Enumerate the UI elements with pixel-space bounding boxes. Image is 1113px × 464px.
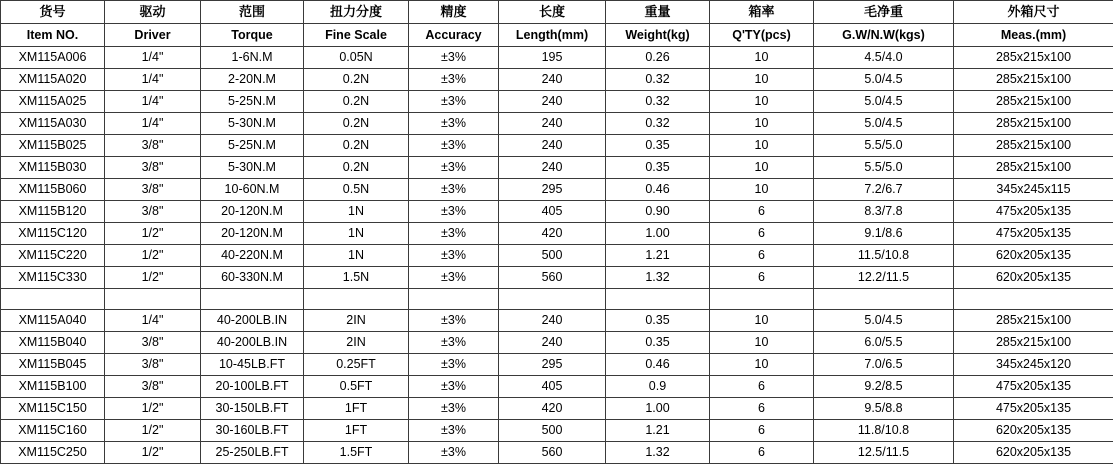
- header-cn-item-no: 货号: [1, 1, 105, 24]
- separator-cell: [409, 289, 499, 310]
- table-cell: 240: [499, 91, 606, 113]
- table-cell: 1/2": [105, 442, 201, 464]
- table-cell: 285x215x100: [954, 135, 1113, 157]
- header-cn-gross-net-weight: 毛净重: [814, 1, 954, 24]
- header-en-torque: Torque: [201, 24, 304, 47]
- table-cell: 10: [710, 310, 814, 332]
- table-cell: 1.5FT: [304, 442, 409, 464]
- table-row: [1, 157, 1113, 179]
- table-cell: 9.5/8.8: [814, 398, 954, 420]
- table-cell: 2IN: [304, 310, 409, 332]
- table-cell: 240: [499, 135, 606, 157]
- table-cell: 10: [710, 91, 814, 113]
- table-cell: ±3%: [409, 201, 499, 223]
- table-cell: 6: [710, 223, 814, 245]
- table-cell: 7.2/6.7: [814, 179, 954, 201]
- table-cell: 11.5/10.8: [814, 245, 954, 267]
- table-cell: 1/4": [105, 113, 201, 135]
- table-cell: 1N: [304, 245, 409, 267]
- table-cell: XM115A025: [1, 91, 105, 113]
- table-cell: 11.8/10.8: [814, 420, 954, 442]
- header-cn-qty: 箱率: [710, 1, 814, 24]
- table-cell: 5.5/5.0: [814, 135, 954, 157]
- table-cell: 285x215x100: [954, 91, 1113, 113]
- table-cell: 10-60N.M: [201, 179, 304, 201]
- table-cell: 5.0/4.5: [814, 69, 954, 91]
- table-cell: 3/8": [105, 135, 201, 157]
- table-cell: 12.2/11.5: [814, 267, 954, 289]
- table-cell: 20-120N.M: [201, 201, 304, 223]
- table-cell: 0.35: [606, 310, 710, 332]
- table-row: [1, 442, 1113, 464]
- table-cell: 240: [499, 113, 606, 135]
- table-cell: 1/4": [105, 310, 201, 332]
- header-en-carton-size: Meas.(mm): [954, 24, 1113, 47]
- separator-cell: [1, 289, 105, 310]
- table-cell: 1.00: [606, 223, 710, 245]
- table-cell: 0.2N: [304, 157, 409, 179]
- table-cell: 345x245x120: [954, 354, 1113, 376]
- table-cell: 5.0/4.5: [814, 91, 954, 113]
- table-cell: 40-200LB.IN: [201, 332, 304, 354]
- table-cell: 12.5/11.5: [814, 442, 954, 464]
- table-cell: 285x215x100: [954, 332, 1113, 354]
- table-cell: 6: [710, 245, 814, 267]
- table-cell: 195: [499, 47, 606, 69]
- table-cell: 405: [499, 376, 606, 398]
- table-cell: 1.21: [606, 420, 710, 442]
- table-cell: XM115B040: [1, 332, 105, 354]
- table-cell: 40-200LB.IN: [201, 310, 304, 332]
- table-row: [1, 332, 1113, 354]
- table-row: [1, 354, 1113, 376]
- table-cell: 2IN: [304, 332, 409, 354]
- table-cell: 1/4": [105, 91, 201, 113]
- table-cell: 285x215x100: [954, 69, 1113, 91]
- header-en-fine-scale: Fine Scale: [304, 24, 409, 47]
- table-cell: 240: [499, 332, 606, 354]
- table-cell: 5-30N.M: [201, 113, 304, 135]
- table-cell: 620x205x135: [954, 442, 1113, 464]
- header-en-item-no: Item NO.: [1, 24, 105, 47]
- table-cell: 0.46: [606, 179, 710, 201]
- table-cell: 0.9: [606, 376, 710, 398]
- table-cell: 3/8": [105, 376, 201, 398]
- table-cell: XM115B120: [1, 201, 105, 223]
- table-cell: XM115B060: [1, 179, 105, 201]
- table-cell: 0.35: [606, 332, 710, 354]
- table-cell: 295: [499, 354, 606, 376]
- table-row: [1, 69, 1113, 91]
- table-cell: ±3%: [409, 91, 499, 113]
- header-en-driver: Driver: [105, 24, 201, 47]
- table-cell: 420: [499, 223, 606, 245]
- table-header: [1, 1, 1113, 47]
- header-cn-driver: 驱动: [105, 1, 201, 24]
- table-cell: 10: [710, 113, 814, 135]
- table-cell: 9.2/8.5: [814, 376, 954, 398]
- table-cell: 240: [499, 157, 606, 179]
- table-cell: 3/8": [105, 157, 201, 179]
- table-cell: ±3%: [409, 223, 499, 245]
- table-row: [1, 420, 1113, 442]
- header-en-qty: Q'TY(pcs): [710, 24, 814, 47]
- table-cell: 7.0/6.5: [814, 354, 954, 376]
- table-cell: ±3%: [409, 69, 499, 91]
- table-cell: 1/4": [105, 47, 201, 69]
- table-row: [1, 310, 1113, 332]
- table-row: [1, 91, 1113, 113]
- table-cell: 3/8": [105, 179, 201, 201]
- table-cell: 5-30N.M: [201, 157, 304, 179]
- header-cn-carton-size: 外箱尺寸: [954, 1, 1113, 24]
- table-cell: 40-220N.M: [201, 245, 304, 267]
- table-cell: 30-160LB.FT: [201, 420, 304, 442]
- table-cell: 620x205x135: [954, 420, 1113, 442]
- table-cell: 3/8": [105, 201, 201, 223]
- table-body: [1, 47, 1113, 464]
- table-cell: 475x205x135: [954, 201, 1113, 223]
- table-cell: 620x205x135: [954, 267, 1113, 289]
- table-cell: 0.25FT: [304, 354, 409, 376]
- table-cell: 1/2": [105, 420, 201, 442]
- table-cell: XM115C250: [1, 442, 105, 464]
- table-cell: 1.5N: [304, 267, 409, 289]
- table-cell: 6: [710, 201, 814, 223]
- separator-cell: [814, 289, 954, 310]
- table-cell: 10: [710, 354, 814, 376]
- table-row: [1, 113, 1113, 135]
- table-cell: 285x215x100: [954, 113, 1113, 135]
- table-cell: XM115A030: [1, 113, 105, 135]
- table-cell: XM115C150: [1, 398, 105, 420]
- table-cell: ±3%: [409, 420, 499, 442]
- table-cell: 1N: [304, 201, 409, 223]
- header-cn-weight: 重量: [606, 1, 710, 24]
- table-cell: 1-6N.M: [201, 47, 304, 69]
- table-cell: 0.35: [606, 157, 710, 179]
- table-cell: 0.2N: [304, 113, 409, 135]
- table-cell: 0.2N: [304, 135, 409, 157]
- table-cell: ±3%: [409, 332, 499, 354]
- table-cell: 345x245x115: [954, 179, 1113, 201]
- table-row: [1, 398, 1113, 420]
- separator-cell: [304, 289, 409, 310]
- table-cell: 10: [710, 47, 814, 69]
- table-cell: 30-150LB.FT: [201, 398, 304, 420]
- table-cell: ±3%: [409, 354, 499, 376]
- table-cell: 0.5N: [304, 179, 409, 201]
- separator-cell: [499, 289, 606, 310]
- table-cell: ±3%: [409, 267, 499, 289]
- table-cell: ±3%: [409, 157, 499, 179]
- table-cell: 20-100LB.FT: [201, 376, 304, 398]
- header-row-english: [1, 24, 1113, 47]
- table-cell: 0.46: [606, 354, 710, 376]
- table-cell: 560: [499, 442, 606, 464]
- table-cell: 60-330N.M: [201, 267, 304, 289]
- table-cell: XM115C160: [1, 420, 105, 442]
- table-cell: 620x205x135: [954, 245, 1113, 267]
- table-cell: 10: [710, 69, 814, 91]
- table-cell: 1/2": [105, 267, 201, 289]
- table-cell: 0.90: [606, 201, 710, 223]
- separator-cell: [954, 289, 1113, 310]
- header-en-accuracy: Accuracy: [409, 24, 499, 47]
- table-row: [1, 267, 1113, 289]
- table-cell: 285x215x100: [954, 157, 1113, 179]
- table-cell: 1/4": [105, 69, 201, 91]
- table-cell: 10: [710, 332, 814, 354]
- table-cell: XM115A006: [1, 47, 105, 69]
- header-cn-fine-scale: 扭力分度: [304, 1, 409, 24]
- table-cell: 6: [710, 376, 814, 398]
- table-cell: 6: [710, 267, 814, 289]
- table-cell: 0.5FT: [304, 376, 409, 398]
- table-cell: 285x215x100: [954, 47, 1113, 69]
- header-en-length: Length(mm): [499, 24, 606, 47]
- table-cell: 25-250LB.FT: [201, 442, 304, 464]
- table-cell: 6: [710, 420, 814, 442]
- header-row-chinese: [1, 1, 1113, 24]
- table-cell: 295: [499, 179, 606, 201]
- table-cell: ±3%: [409, 376, 499, 398]
- table-cell: 4.5/4.0: [814, 47, 954, 69]
- table-cell: 10-45LB.FT: [201, 354, 304, 376]
- table-cell: 6: [710, 398, 814, 420]
- table-row: [1, 135, 1113, 157]
- table-cell: 500: [499, 420, 606, 442]
- table-cell: 10: [710, 157, 814, 179]
- table-cell: 0.26: [606, 47, 710, 69]
- table-cell: 0.2N: [304, 91, 409, 113]
- table-cell: ±3%: [409, 245, 499, 267]
- table-cell: 10: [710, 179, 814, 201]
- table-cell: 5.5/5.0: [814, 157, 954, 179]
- table-cell: XM115C330: [1, 267, 105, 289]
- table-cell: 1FT: [304, 398, 409, 420]
- table-cell: 285x215x100: [954, 310, 1113, 332]
- table-row: [1, 376, 1113, 398]
- table-cell: 9.1/8.6: [814, 223, 954, 245]
- table-cell: XM115B030: [1, 157, 105, 179]
- table-cell: 8.3/7.8: [814, 201, 954, 223]
- table-cell: 420: [499, 398, 606, 420]
- table-cell: 1/2": [105, 398, 201, 420]
- table-cell: 240: [499, 310, 606, 332]
- table-cell: 3/8": [105, 332, 201, 354]
- table-cell: 1.32: [606, 267, 710, 289]
- table-row: [1, 47, 1113, 69]
- table-group-separator: [1, 289, 1113, 310]
- table-cell: ±3%: [409, 179, 499, 201]
- separator-cell: [105, 289, 201, 310]
- table-cell: 0.05N: [304, 47, 409, 69]
- table-row: [1, 201, 1113, 223]
- table-cell: 0.35: [606, 135, 710, 157]
- table-cell: 1.21: [606, 245, 710, 267]
- table-cell: 5-25N.M: [201, 91, 304, 113]
- header-cn-length: 长度: [499, 1, 606, 24]
- table-cell: 1/2": [105, 223, 201, 245]
- table-cell: 1.00: [606, 398, 710, 420]
- table-cell: XM115C120: [1, 223, 105, 245]
- table-cell: XM115B100: [1, 376, 105, 398]
- table-cell: XM115B025: [1, 135, 105, 157]
- table-cell: 3/8": [105, 354, 201, 376]
- separator-cell: [201, 289, 304, 310]
- table-cell: 1FT: [304, 420, 409, 442]
- table-cell: 2-20N.M: [201, 69, 304, 91]
- table-cell: 1/2": [105, 245, 201, 267]
- table-cell: 0.32: [606, 91, 710, 113]
- table-cell: 10: [710, 135, 814, 157]
- table-cell: 0.32: [606, 113, 710, 135]
- table-cell: 0.32: [606, 69, 710, 91]
- table-cell: 1.32: [606, 442, 710, 464]
- table-cell: 240: [499, 69, 606, 91]
- table-cell: 5.0/4.5: [814, 113, 954, 135]
- table-cell: 0.2N: [304, 69, 409, 91]
- table-cell: ±3%: [409, 442, 499, 464]
- table-cell: ±3%: [409, 47, 499, 69]
- table-cell: ±3%: [409, 310, 499, 332]
- table-cell: 5.0/4.5: [814, 310, 954, 332]
- table-cell: ±3%: [409, 113, 499, 135]
- table-cell: ±3%: [409, 135, 499, 157]
- table-cell: XM115A040: [1, 310, 105, 332]
- table-cell: 5-25N.M: [201, 135, 304, 157]
- table-cell: 405: [499, 201, 606, 223]
- table-row: [1, 223, 1113, 245]
- table-cell: 1N: [304, 223, 409, 245]
- separator-cell: [710, 289, 814, 310]
- table-cell: 20-120N.M: [201, 223, 304, 245]
- header-en-gross-net-weight: G.W/N.W(kgs): [814, 24, 954, 47]
- table-cell: 6: [710, 442, 814, 464]
- header-cn-torque: 范围: [201, 1, 304, 24]
- table-cell: 475x205x135: [954, 376, 1113, 398]
- table-cell: XM115B045: [1, 354, 105, 376]
- table-cell: XM115A020: [1, 69, 105, 91]
- table-cell: XM115C220: [1, 245, 105, 267]
- table-cell: 500: [499, 245, 606, 267]
- separator-cell: [606, 289, 710, 310]
- header-cn-accuracy: 精度: [409, 1, 499, 24]
- table-row: [1, 245, 1113, 267]
- table-cell: 475x205x135: [954, 223, 1113, 245]
- table-cell: 475x205x135: [954, 398, 1113, 420]
- table-cell: ±3%: [409, 398, 499, 420]
- table-row: [1, 179, 1113, 201]
- header-en-weight: Weight(kg): [606, 24, 710, 47]
- table-cell: 560: [499, 267, 606, 289]
- table-cell: 6.0/5.5: [814, 332, 954, 354]
